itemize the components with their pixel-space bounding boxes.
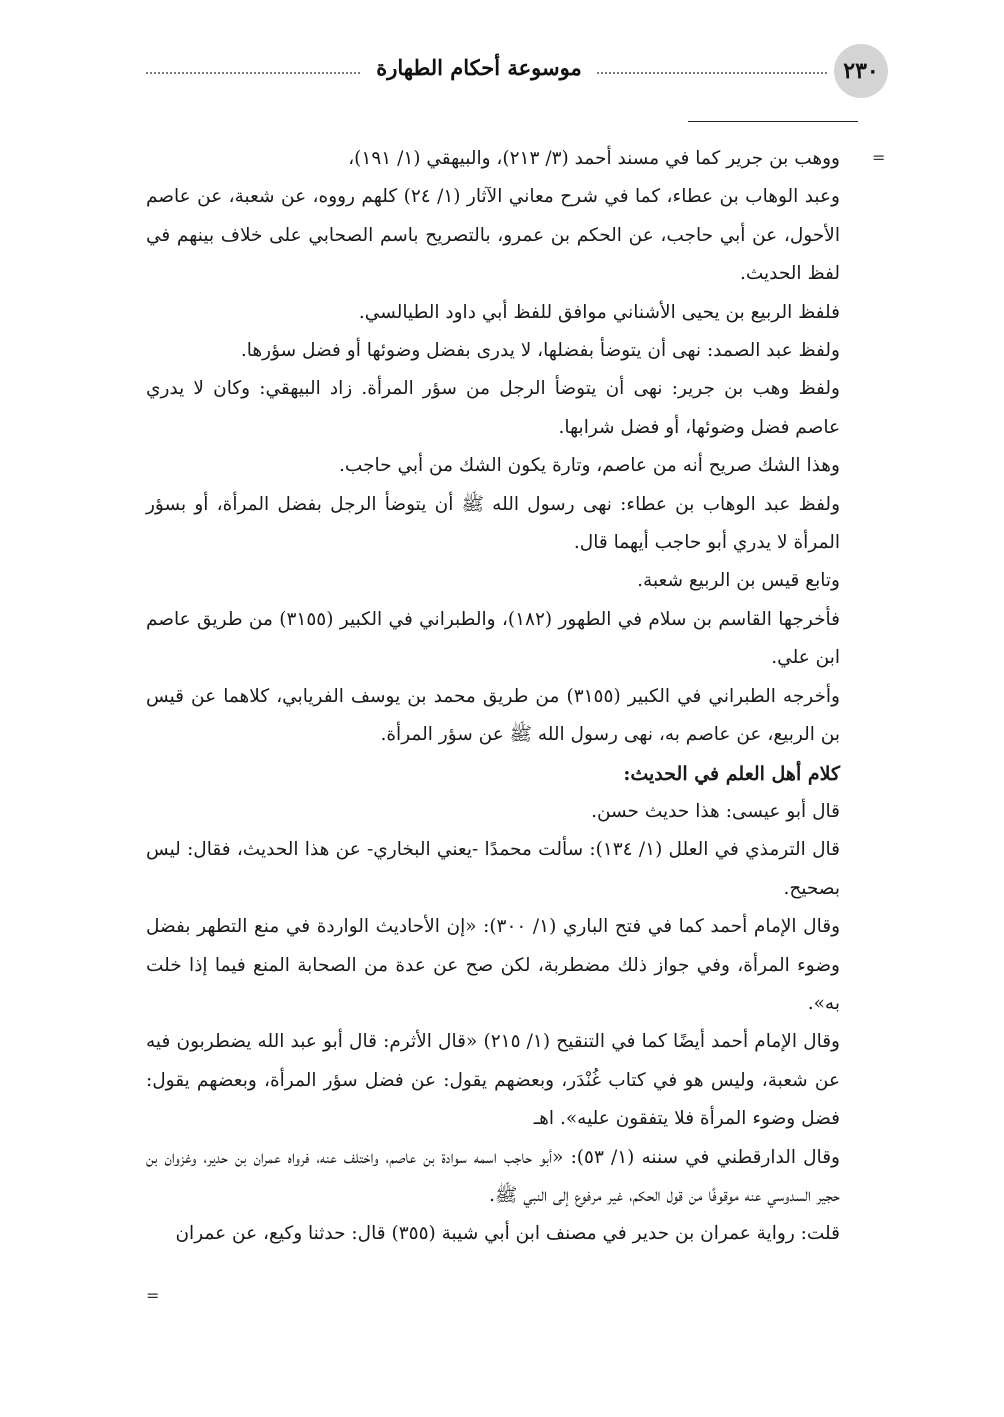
- paragraph: ولفظ عبد الصمد: نهى أن يتوضأ بفضلها، لا يدرى بفضل وضوئها أو فضل سؤرها.: [240, 340, 840, 362]
- header-dotted-rule-right: [597, 72, 827, 74]
- paragraph: وقال الإمام أحمد كما في فتح الباري (١/ ٣٠٠): «إن الأحاديث الواردة في منع التطهر بفضل وضوء المرأة، وفي جواز ذلك مضطربة، لكن صح عن عدة من الصحابة المنع فيما إذا خلت به».: [146, 916, 840, 1014]
- paragraph: ولفظ عبد الوهاب بن عطاء: نهى رسول الله ﷺ أن يتوضأ الرجل بفضل المرأة، أو بسؤر المرأة لا يدري أبو حاجب أيهما قال.: [146, 493, 840, 554]
- book-title: موسوعة أحكام الطهارة: [376, 55, 582, 80]
- paragraph: قال أبو عيسى: هذا حديث حسن.: [591, 800, 840, 822]
- paragraph: ولفظ وهب بن جرير: نهى أن يتوضأ الرجل من سؤر المرأة. زاد البيهقي: وكان لا يدري عاصم فضل وضوئها، أو فضل شرابها.: [146, 378, 840, 438]
- paragraph: قلت: رواية عمران بن حدير في مصنف ابن أبي شيبة (٣٥٥) قال: حدثنا وكيع، عن عمران: [175, 1223, 840, 1245]
- paragraph: وهذا الشك صريح أنه من عاصم، وتارة يكون الشك من أبي حاجب.: [339, 455, 840, 477]
- body-text: [146, 140, 840, 1254]
- paragraph: وقال الدارقطني في سننه (١/ ٥٣): «أبو حاجب اسمه سوادة بن عاصم، واختلف عنه، فرواه عمران بن حدير، وغزوان بن حجير السدوسي عنه موقوفًا من قول الحكم، غير مرفوع إلى النبي ﷺ.: [146, 1146, 840, 1206]
- page-number: ٢٣٠: [834, 44, 888, 98]
- paragraph: فأخرجها القاسم بن سلام في الطهور (١٨٢)، والطبراني في الكبير (٣١٥٥) من طريق عاصم ابن علي.: [146, 608, 840, 669]
- paragraph: قال الترمذي في العلل (١/ ١٣٤): سألت محمدًا -يعني البخاري- عن هذا الحديث، فقال: ليس بصحيح.: [146, 839, 840, 899]
- paragraph: ووهب بن جرير كما في مسند أحمد (٣/ ٢١٣)، والبيهقي (١/ ١٩١)،: [348, 148, 840, 169]
- header-dotted-rule-left: [146, 72, 360, 74]
- section-heading: كلام أهل العلم في الحديث:: [623, 762, 840, 785]
- paragraph: فلفظ الربيع بن يحيى الأشناني موافق للفظ أبي داود الطيالسي.: [358, 301, 840, 323]
- continuation-mark-end: =: [146, 1286, 160, 1305]
- paragraph: وقال الإمام أحمد أيضًا كما في التنقيح (١/ ٢١٥) «قال الأثرم: قال أبو عبد الله يضطربون فيه عن شعبة، وليس هو في كتاب غُنْدَر، وبعضهم يقول: عن فضل سؤر المرأة، وبعضهم يقول: فضل وضوء المرأة فلا يتفقون عليه». اهـ: [146, 1031, 840, 1130]
- footnote-separator-rule: [688, 121, 858, 122]
- paragraph: وأخرجه الطبراني في الكبير (٣١٥٥) من طريق محمد بن يوسف الفريابي، كلاهما عن قيس بن الربيع، عن عاصم به، نهى رسول الله ﷺ عن سؤر المرأة.: [146, 685, 840, 746]
- continuation-mark-start: =: [872, 148, 886, 167]
- paragraph: وعبد الوهاب بن عطاء، كما في شرح معاني الآثار (١/ ٢٤) كلهم رووه، عن شعبة، عن عاصم الأحول، عن أبي حاجب، عن الحكم بن عمرو، بالتصريح باسم الصحابي على خلاف بينهم في لفظ الحديث.: [146, 186, 840, 285]
- paragraph: وتابع قيس بن الربيع شعبة.: [637, 570, 840, 592]
